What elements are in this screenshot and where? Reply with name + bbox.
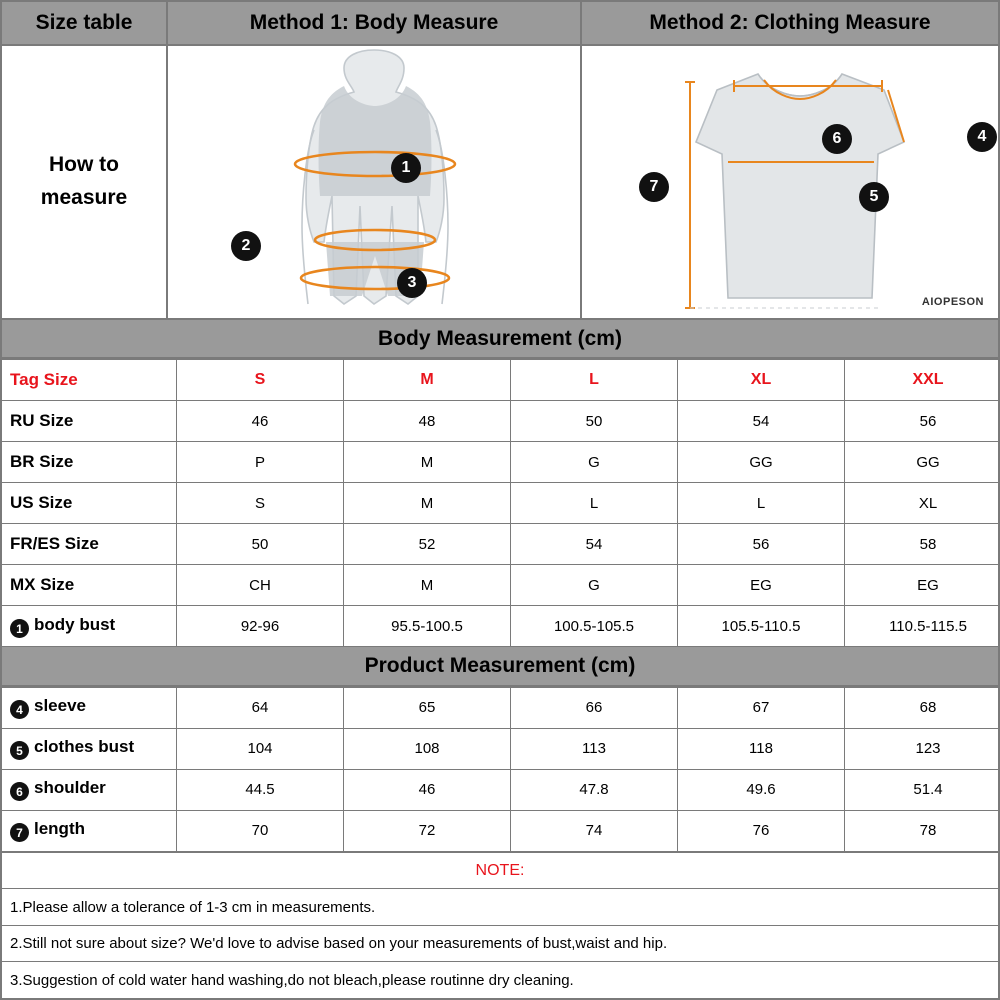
cell: L	[511, 483, 678, 524]
column-header-tag-size: Tag Size	[2, 360, 177, 401]
method2-title: Method 2: Clothing Measure	[582, 2, 998, 46]
row-label-text: shoulder	[34, 777, 106, 797]
cell: 78	[845, 810, 1000, 851]
row-label-body-bust	[2, 606, 177, 647]
cell: 64	[177, 687, 344, 728]
row-label-br-size: BR Size	[2, 442, 177, 483]
badge-7: 7	[639, 172, 669, 202]
cell: GG	[678, 442, 845, 483]
badge-5: 5	[859, 182, 889, 212]
table-row	[2, 728, 1000, 769]
column-header-l: L	[511, 360, 678, 401]
table-row	[2, 606, 1000, 647]
table-row	[2, 565, 1000, 606]
cell: CH	[177, 565, 344, 606]
note-line-2: 2.Still not sure about size? We'd love to advise based on your measurements of bust,waist and hip.	[2, 926, 998, 963]
body-measure-figure	[168, 46, 580, 318]
note-title: NOTE:	[2, 852, 998, 890]
marker-1-icon: 1	[10, 619, 29, 638]
table-row	[2, 687, 1000, 728]
row-label-shoulder	[2, 769, 177, 810]
cell: G	[511, 565, 678, 606]
marker-4-icon: 4	[10, 700, 29, 719]
cell: 70	[177, 810, 344, 851]
cell: 54	[511, 524, 678, 565]
brand-watermark: AIOPESON	[921, 296, 984, 308]
table-row	[2, 769, 1000, 810]
badge-4: 4	[967, 122, 997, 152]
cell: 68	[845, 687, 1000, 728]
cell: M	[344, 442, 511, 483]
cell: G	[511, 442, 678, 483]
clothing-measure-figure	[582, 46, 998, 318]
column-header-s: S	[177, 360, 344, 401]
row-label-fr-es-size: FR/ES Size	[2, 524, 177, 565]
table-header-row	[2, 360, 1000, 401]
method1-title: Method 1: Body Measure	[168, 2, 580, 46]
cell: 54	[678, 401, 845, 442]
cell: 74	[511, 810, 678, 851]
cell: 56	[678, 524, 845, 565]
cell: 51.4	[845, 769, 1000, 810]
body-illustration	[168, 46, 580, 314]
cell: EG	[845, 565, 1000, 606]
badge-1: 1	[391, 153, 421, 183]
cell: 50	[511, 401, 678, 442]
size-table-title: Size table	[2, 2, 166, 46]
cell: 76	[678, 810, 845, 851]
cell: 72	[344, 810, 511, 851]
cell: S	[177, 483, 344, 524]
table-row	[2, 483, 1000, 524]
cell: 123	[845, 728, 1000, 769]
cell: 67	[678, 687, 845, 728]
cell: P	[177, 442, 344, 483]
note-line-1: 1.Please allow a tolerance of 1-3 cm in measurements.	[2, 889, 998, 926]
cell: 58	[845, 524, 1000, 565]
cell: 44.5	[177, 769, 344, 810]
badge-6: 6	[822, 124, 852, 154]
cell: 46	[344, 769, 511, 810]
column-header-xl: XL	[678, 360, 845, 401]
row-label-mx-size: MX Size	[2, 565, 177, 606]
cell: 49.6	[678, 769, 845, 810]
header-row	[2, 2, 998, 320]
cell: 56	[845, 401, 1000, 442]
column-header-m: M	[344, 360, 511, 401]
cell: 110.5-115.5	[845, 606, 1000, 647]
note-line-3: 3.Suggestion of cold water hand washing,do not bleach,please routinne dry cleaning.	[10, 971, 574, 989]
marker-5-icon: 5	[10, 741, 29, 760]
table-row	[2, 401, 1000, 442]
cell: 46	[177, 401, 344, 442]
row-label-sleeve	[2, 687, 177, 728]
cell: 113	[511, 728, 678, 769]
cell: 65	[344, 687, 511, 728]
column-header-xxl: XXL	[845, 360, 1000, 401]
body-measurement-title: Body Measurement (cm)	[2, 320, 998, 359]
cell: 105.5-110.5	[678, 606, 845, 647]
table-row	[2, 524, 1000, 565]
cell: 92-96	[177, 606, 344, 647]
row-label-text: sleeve	[34, 695, 86, 715]
cell: 104	[177, 728, 344, 769]
cell: GG	[845, 442, 1000, 483]
cell: XL	[845, 483, 1000, 524]
body-measurement-table	[2, 359, 1000, 647]
badge-2: 2	[231, 231, 261, 261]
row-label-text: clothes bust	[34, 736, 135, 756]
marker-6-icon: 6	[10, 782, 29, 801]
row-label-ru-size: RU Size	[2, 401, 177, 442]
cell: 108	[344, 728, 511, 769]
cell: 47.8	[511, 769, 678, 810]
marker-7-icon: 7	[10, 823, 29, 842]
row-label-length	[2, 810, 177, 851]
cell: 95.5-100.5	[344, 606, 511, 647]
cell: EG	[678, 565, 845, 606]
table-row	[2, 810, 1000, 851]
method1-column	[168, 2, 582, 318]
product-measurement-title: Product Measurement (cm)	[2, 647, 998, 686]
row-label-us-size: US Size	[2, 483, 177, 524]
cell: M	[344, 483, 511, 524]
cell: 48	[344, 401, 511, 442]
cell: 66	[511, 687, 678, 728]
row-label-clothes-bust	[2, 728, 177, 769]
cell: L	[678, 483, 845, 524]
cell: 50	[177, 524, 344, 565]
cell: 52	[344, 524, 511, 565]
size-table-column	[2, 2, 168, 318]
how-to-measure-label: How to measure	[40, 153, 128, 209]
row-label-text: body bust	[34, 614, 116, 634]
cell: M	[344, 565, 511, 606]
row-label-text: length	[34, 818, 85, 838]
method2-column	[582, 2, 998, 318]
badge-3: 3	[397, 268, 427, 298]
product-measurement-table	[2, 687, 1000, 852]
table-row	[2, 442, 1000, 483]
cell: 100.5-105.5	[511, 606, 678, 647]
cell: 118	[678, 728, 845, 769]
